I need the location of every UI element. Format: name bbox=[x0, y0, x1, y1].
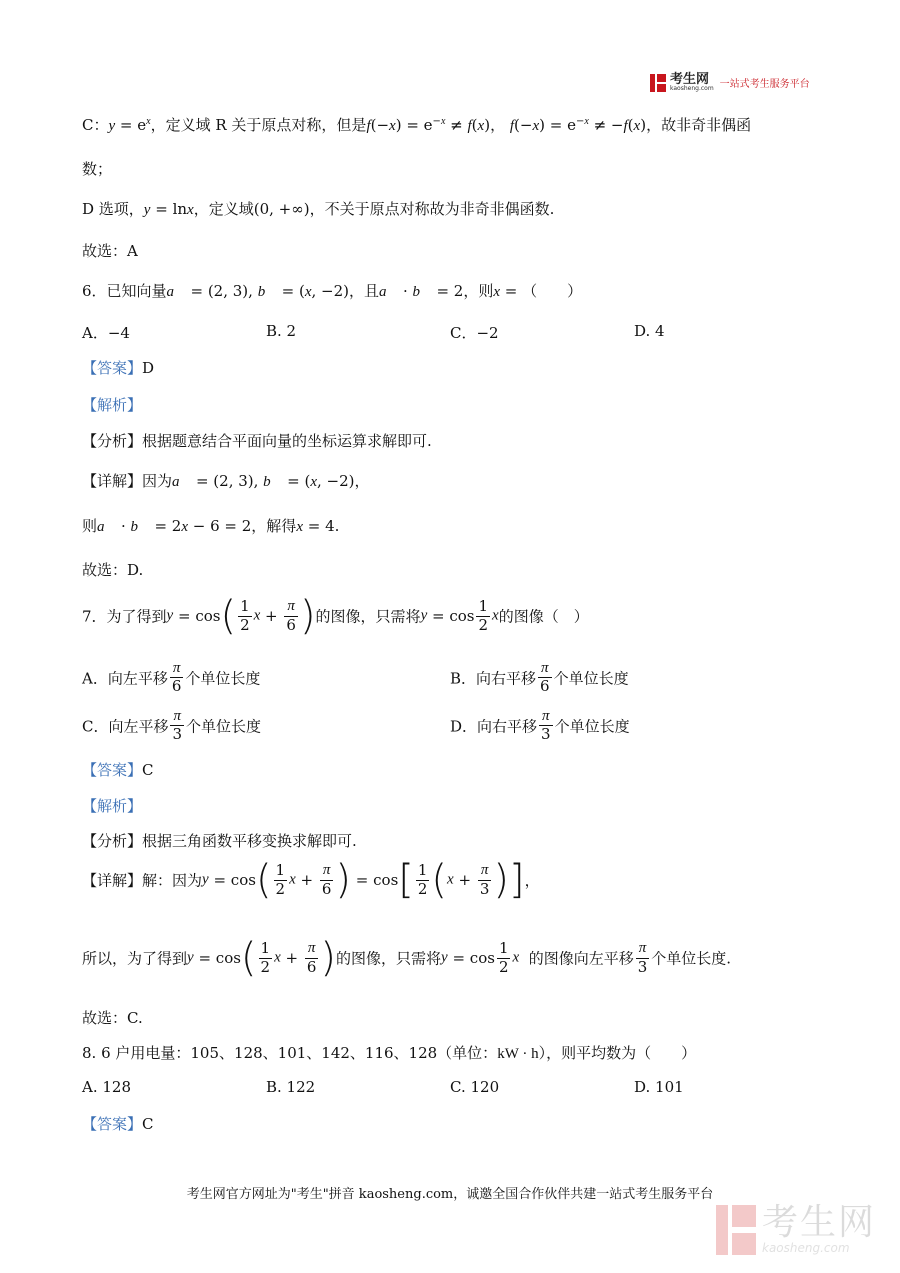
q7-analysis-tag: 【解析】 bbox=[82, 797, 143, 815]
logo-slogan: 一站式考生服务平台 bbox=[719, 79, 810, 90]
q7-fenxi: 【分析】根据三角函数平移变换求解即可. bbox=[82, 832, 357, 850]
q7-option-c: C．向左平移 $\frac{\pi}{3}$ 个单位长度 bbox=[82, 708, 262, 744]
q7-conclusion: 故选：C. bbox=[82, 1009, 143, 1027]
q7-so-line: 所以，为了得到y = cos( $\frac{1}{2}$ x + $\frac{\pi}{6}$ )的图像，只需将y = cos $\frac{1}{2}$ x 的图像向左平移 $\frac{\pi}{3}$ 个单位长度. bbox=[82, 935, 732, 981]
watermark-icon bbox=[716, 1205, 756, 1255]
q7-stem: 7．为了得到y = cos( $\frac{1}{2}$ x + $\frac{\pi}{6}$ )的图像，只需将y = cos $\frac{1}{2}$ x的图像（ ） bbox=[82, 593, 589, 639]
q7-option-d: D．向右平移 $\frac{\pi}{3}$ 个单位长度 bbox=[450, 708, 630, 744]
q5-answer: 故选：A bbox=[82, 242, 138, 260]
footer-text: 考生网官方网址为"考生"拼音 kaosheng.com，诚邀全国合作伙伴共建一站式考生服务平台 bbox=[186, 1187, 714, 1202]
header-logo bbox=[650, 73, 810, 92]
logo-name: 考生网 bbox=[670, 72, 710, 87]
q5-option-d-line: D 选项，y = lnx，定义域(0, +∞)，不关于原点对称故为非奇非偶函数. bbox=[82, 200, 555, 218]
q6-detail: 【详解】因为a⃗ = (2, 3), b⃗ = (x, −2)， bbox=[82, 472, 370, 490]
q8-stem: 8. 6 户用电量：105、128、101、142、116、128（单位：kW · h），则平均数为（ ） bbox=[82, 1044, 697, 1062]
q5-option-c-line: C：$y = e^x$，定义域 R 关于原点对称，但是$f(-x) = e^{-x} \ne f(x)$， $f(-x) = e^{-x} \ne -f(x)$，故非奇非偶函 bbox=[82, 116, 752, 134]
q6-detail-line2: 则a⃗ · b⃗ = 2x − 6 = 2，解得x = 4. bbox=[82, 517, 340, 535]
q8-option-a: A. 128 bbox=[82, 1078, 131, 1096]
q6-option-b: B. 2 bbox=[266, 322, 297, 340]
q6-analysis-tag: 【解析】 bbox=[82, 396, 143, 414]
q7-answer: 【答案】C bbox=[82, 761, 154, 779]
q6-answer: 【答案】D bbox=[82, 359, 155, 377]
logo-icon bbox=[650, 74, 666, 92]
q8-option-d: D. 101 bbox=[634, 1078, 684, 1096]
q6-option-a: A．−4 bbox=[82, 324, 130, 342]
q7-option-b: B．向右平移 $\frac{\pi}{6}$ 个单位长度 bbox=[450, 660, 629, 696]
q5-option-c-cont: 数； bbox=[82, 160, 113, 178]
q6-option-d: D. 4 bbox=[634, 322, 665, 340]
q6-option-c: C．−2 bbox=[450, 324, 499, 342]
q6-fenxi: 【分析】根据题意结合平面向量的坐标运算求解即可. bbox=[82, 432, 432, 450]
watermark-logo bbox=[716, 1202, 877, 1255]
watermark-domain: kaosheng.com bbox=[762, 1241, 850, 1255]
q7-detail: 【详解】解：因为y = cos( $\frac{1}{2}$ x + $\frac{\pi}{6}$ ) = cos[ $\frac{1}{2}$ (x + $\frac{\pi}{3}$ )]， bbox=[82, 857, 540, 903]
q8-option-b: B. 122 bbox=[266, 1078, 316, 1096]
q6-stem: 6．已知向量a⃗ = (2, 3), b⃗ = (x, −2)，且a⃗ · b⃗ = 2，则x = （ ） bbox=[82, 282, 583, 300]
watermark-name: 考生网 bbox=[762, 1202, 877, 1243]
q8-answer: 【答案】C bbox=[82, 1115, 154, 1133]
q8-option-c: C. 120 bbox=[450, 1078, 500, 1096]
logo-domain: kaosheng.com bbox=[670, 85, 714, 92]
q6-conclusion: 故选：D. bbox=[82, 561, 144, 579]
q7-option-a: A．向左平移 $\frac{\pi}{6}$ 个单位长度 bbox=[82, 660, 261, 696]
